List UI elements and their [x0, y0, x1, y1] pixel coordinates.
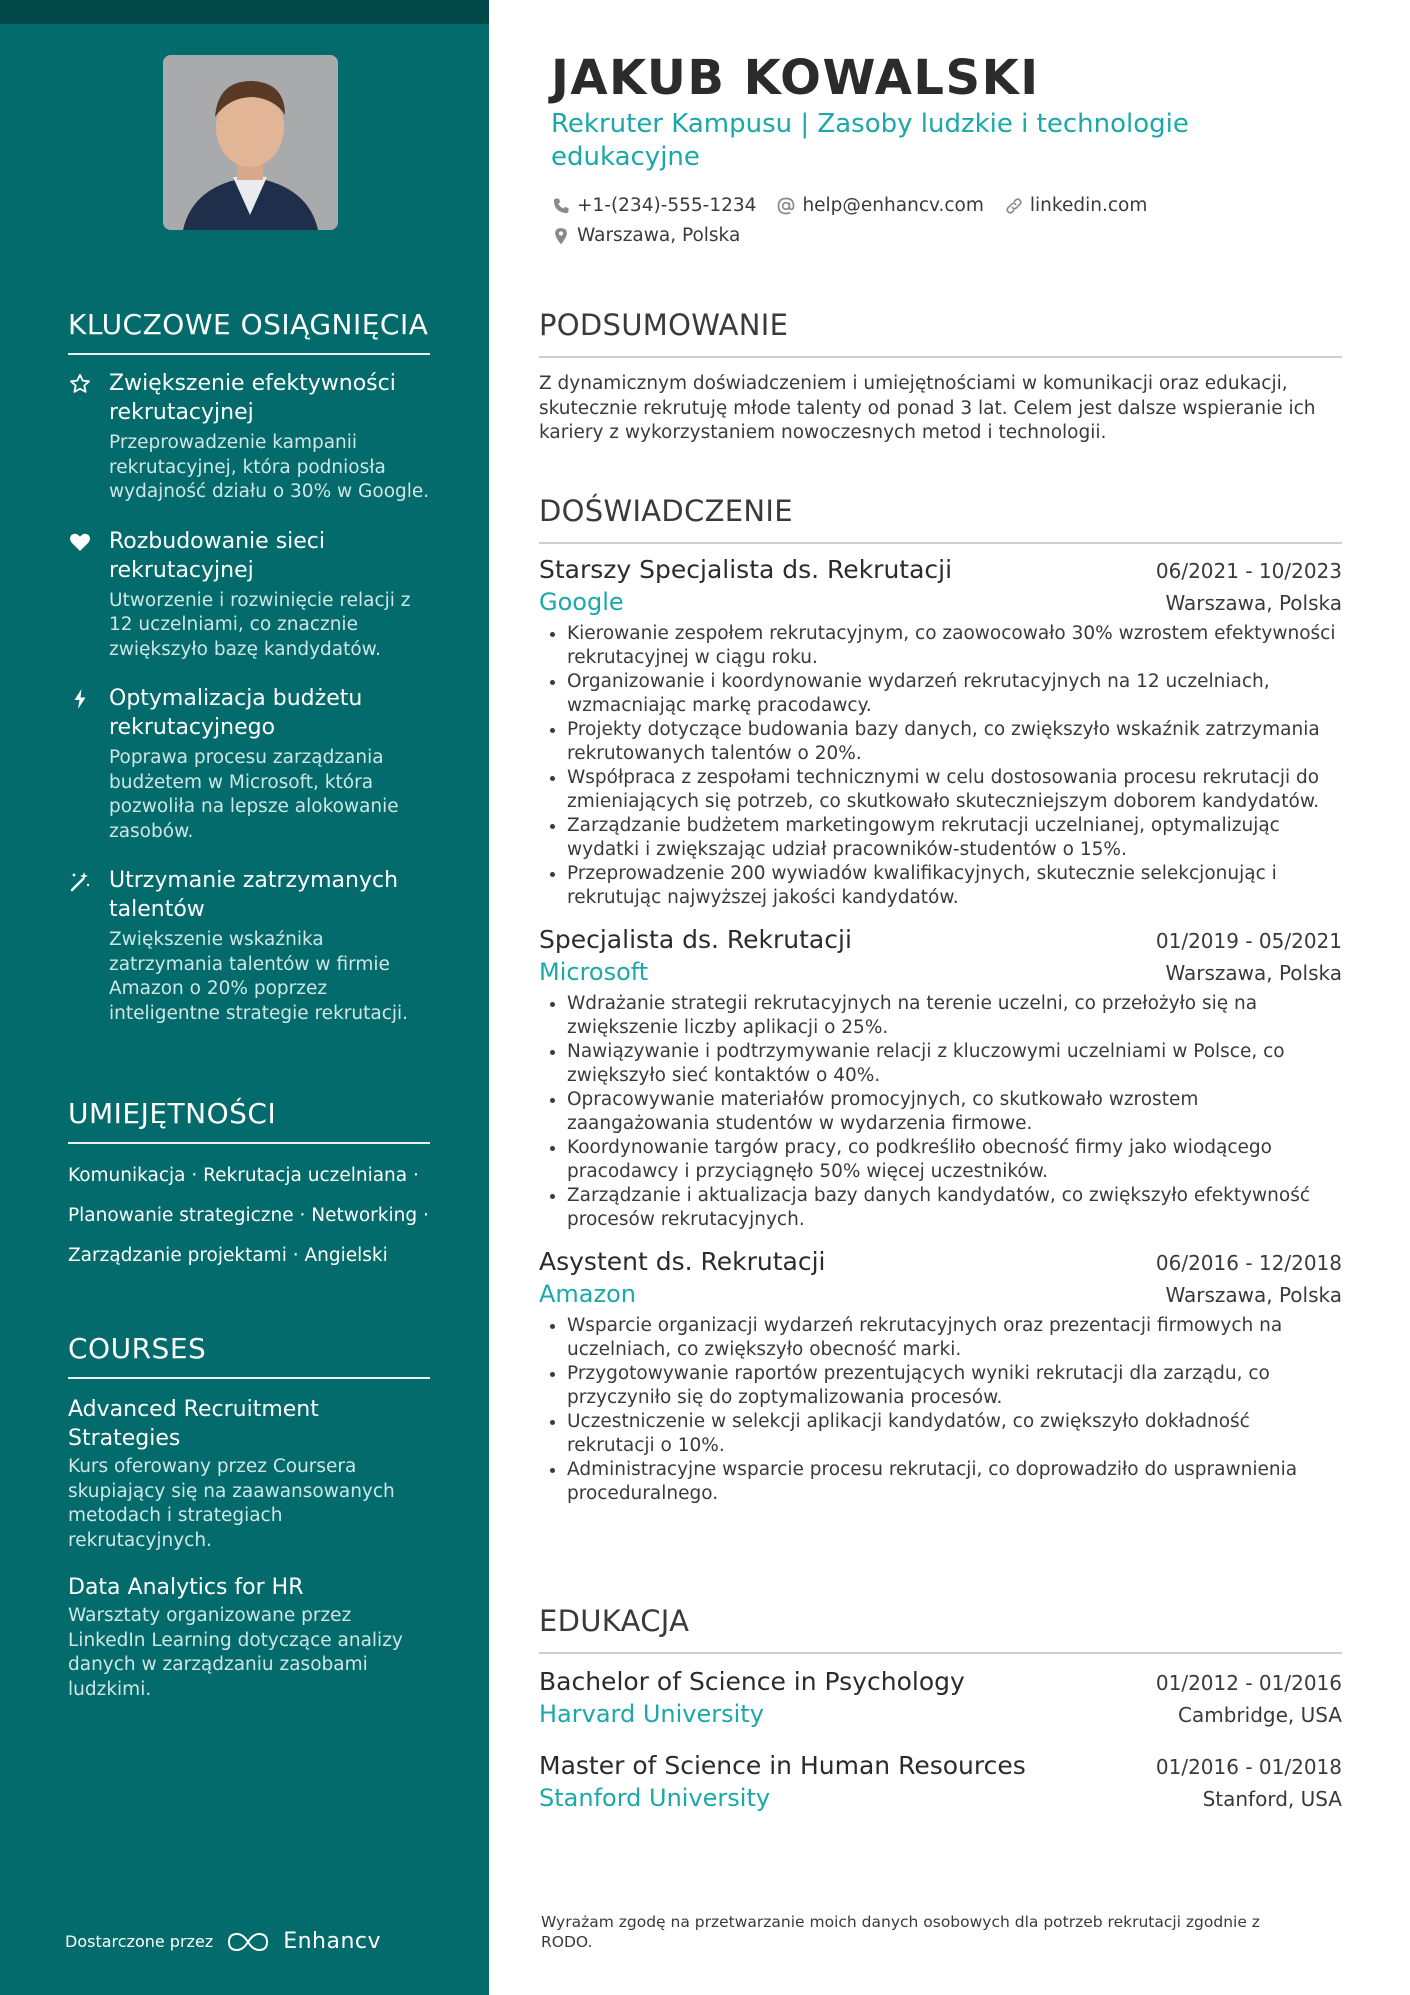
job-location: Warszawa, Polska — [1165, 591, 1342, 615]
achievement-description: Zwiększenie wskaźnika zatrzymania talentów w firmie Amazon o 20% poprzez inteligentne strategie rekrutacji. — [109, 929, 409, 1024]
achievement-item — [68, 527, 430, 663]
job-title: Specjalista ds. Rekrutacji — [539, 925, 852, 954]
achievement-description: Przeprowadzenie kampanii rekrutacyjnej, która podniosła wydajność działu o 30% w Google. — [109, 432, 430, 502]
job-bullet: • Projekty dotyczące budowania bazy danych, co zwiększyło wskaźnik zatrzymania rekrutowanych talentów o 20%. — [567, 718, 1342, 766]
course-description: Warsztaty organizowane przez LinkedIn Learning dotyczące analizy danych w zarządzaniu zasobami ludzkimi. — [68, 1605, 403, 1700]
job-bullets — [539, 992, 1342, 1232]
job-title: Starszy Specjalista ds. Rekrutacji — [539, 555, 953, 584]
school-name: Harvard University — [539, 1700, 764, 1728]
summary-text: Z dynamicznym doświadczeniem i umiejętnościami w komunikacji oraz edukacji, skutecznie rekrutuję młode talenty od ponad 3 lat. Celem jest dalsze wspieranie ich kariery z wykorzystaniem nowoczesnych metod i technologii. — [539, 373, 1316, 443]
education-date: 01/2016 - 01/2018 — [1155, 1755, 1342, 1779]
achievements-heading: KLUCZOWE OSIĄGNIĘCIA — [68, 308, 430, 355]
achievement-item — [68, 684, 430, 844]
job-bullet: • Koordynowanie targów pracy, co podkreśliło obecność firmy jako wiodącego pracodawcy i przyciągnęło 50% więcej uczestników. — [567, 1136, 1342, 1184]
job-bullet: • Współpraca z zespołami technicznymi w celu dostosowania procesu rekrutacji do zmieniających się potrzeb, co skutkowało skuteczniejszym doborem kandydatów. — [567, 766, 1342, 814]
contact-location — [551, 225, 740, 246]
education-section — [539, 1604, 1342, 1814]
enhancv-logo-icon — [225, 1930, 271, 1954]
powered-by — [65, 1929, 381, 1954]
job-entry — [539, 554, 1342, 910]
job-bullet: • Uczestniczenie w selekcji aplikacji kandydatów, co zwiększyło dokładność rekrutacji o 10%. — [567, 1410, 1342, 1458]
skills-line: Zarządzanie projektami · Angielski — [68, 1245, 388, 1266]
profile-photo — [163, 55, 338, 230]
job-bullet: • Organizowanie i koordynowanie wydarzeń rekrutacyjnych na 12 uczelniach, wzmacniając markę pracodawcy. — [567, 670, 1342, 718]
education-date: 01/2012 - 01/2016 — [1155, 1671, 1342, 1695]
skills-section — [68, 1097, 430, 1268]
contact-phone — [551, 195, 756, 216]
job-bullet: • Opracowywanie materiałów promocyjnych, co skutkowało wzrostem zaangażowania studentów w wydarzenia firmowe. — [567, 1088, 1342, 1136]
heart-icon — [68, 530, 92, 554]
course-title: Advanced Recruitment Strategies — [68, 1397, 319, 1451]
job-bullet: • Nawiązywanie i podtrzymywanie relacji z kluczowymi uczelniami w Polsce, co zwiększyło sieć kontaktów o 40%. — [567, 1040, 1342, 1088]
email-text[interactable]: help@enhancv.com — [802, 195, 984, 216]
candidate-name: JAKUB KOWALSKI — [551, 50, 1040, 106]
degree-title: Bachelor of Science in Psychology — [539, 1667, 965, 1696]
course-description: Kurs oferowany przez Coursera skupiający się na zaawansowanych metodach i strategiach rekrutacyjnych. — [68, 1456, 395, 1551]
achievement-title: Optymalizacja budżetu rekrutacyjnego — [109, 686, 363, 740]
achievement-description: Poprawa procesu zarządzania budżetem w Microsoft, która pozwoliła na lepsze alokowanie zasobów. — [109, 747, 399, 842]
job-bullet: • Przygotowywanie raportów prezentujących wyniki rekrutacji dla zarządu, co przyczyniło się do zoptymalizowania procesów. — [567, 1362, 1342, 1410]
achievement-item — [68, 866, 430, 1026]
skills-heading: UMIEJĘTNOŚCI — [68, 1097, 430, 1144]
degree-title: Master of Science in Human Resources — [539, 1751, 1026, 1780]
summary-heading: PODSUMOWANIE — [539, 308, 1342, 358]
achievement-description: Utworzenie i rozwinięcie relacji z 12 uczelniami, co znacznie zwiększyło bazę kandydatów. — [109, 589, 411, 660]
job-entry — [539, 1246, 1342, 1506]
education-location: Cambridge, USA — [1178, 1703, 1342, 1727]
courses-heading: COURSES — [68, 1332, 430, 1379]
education-entry — [539, 1750, 1342, 1814]
job-bullet: • Kierowanie zespołem rekrutacyjnym, co zaowocowało 30% wzrostem efektywności rekrutacyjnej w ciągu roku. — [567, 622, 1342, 670]
experience-heading: DOŚWIADCZENIE — [539, 494, 1342, 544]
job-bullets — [539, 1314, 1342, 1506]
gdpr-consent: Wyrażam zgodę na przetwarzanie moich danych osobowych dla potrzeb rekrutacji zgodnie z RODO. — [541, 1913, 1260, 1951]
job-location: Warszawa, Polska — [1165, 1283, 1342, 1307]
job-date: 06/2021 - 10/2023 — [1155, 559, 1342, 583]
course-title: Data Analytics for HR — [68, 1575, 304, 1600]
enhancv-brand: Enhancv — [283, 1929, 382, 1954]
magic-wand-icon — [68, 869, 92, 893]
phone-text: +1-(234)-555-1234 — [577, 195, 757, 216]
achievements-section — [68, 308, 430, 1026]
contact-row — [551, 195, 1147, 216]
contact-row — [551, 225, 740, 246]
job-date: 06/2016 - 12/2018 — [1155, 1251, 1342, 1275]
candidate-title: Rekruter Kampusu | Zasoby ludzkie i technologie edukacyjne — [551, 109, 1189, 172]
summary-section — [539, 308, 1342, 446]
skills-line: Komunikacja · Rekrutacja uczelniana · — [68, 1165, 419, 1186]
job-bullet: • Zarządzanie i aktualizacja bazy danych kandydatów, co zwiększyło efektywność procesów rekrutacyjnych. — [567, 1184, 1342, 1232]
achievement-item — [68, 369, 430, 505]
education-heading: EDUKACJA — [539, 1604, 1342, 1654]
phone-icon — [551, 196, 571, 216]
sidebar — [0, 0, 489, 1995]
linkedin-text[interactable]: linkedin.com — [1029, 195, 1148, 216]
education-entry — [539, 1666, 1342, 1730]
location-text: Warszawa, Polska — [577, 225, 741, 246]
job-location: Warszawa, Polska — [1165, 961, 1342, 985]
company-name: Google — [539, 588, 624, 616]
achievement-title: Rozbudowanie sieci rekrutacyjnej — [109, 528, 326, 583]
job-bullet: • Administracyjne wsparcie procesu rekrutacji, co doprowadziło do usprawnienia proceduralnego. — [567, 1458, 1342, 1506]
job-bullets — [539, 622, 1342, 910]
education-location: Stanford, USA — [1202, 1787, 1342, 1811]
link-icon — [1004, 196, 1024, 216]
job-bullet: • Przeprowadzenie 200 wywiadów kwalifikacyjnych, skutecznie selekcjonując i rekrutując najwyższej jakości kandydatów. — [567, 862, 1342, 910]
achievement-title: Zwiększenie efektywności rekrutacyjnej — [109, 371, 396, 425]
company-name: Amazon — [539, 1280, 636, 1308]
company-name: Microsoft — [539, 958, 649, 986]
experience-section — [539, 494, 1342, 1506]
at-sign-icon — [776, 196, 796, 216]
job-title: Asystent ds. Rekrutacji — [539, 1247, 826, 1276]
sidebar-top-bar — [0, 0, 489, 24]
job-bullet: • Zarządzanie budżetem marketingowym rekrutacji uczelnianej, optymalizując wydatki i zwiększając udział pracowników-studentów o 15%. — [567, 814, 1342, 862]
job-entry — [539, 924, 1342, 1232]
lightning-icon — [68, 687, 92, 711]
location-pin-icon — [551, 226, 571, 246]
contact-linkedin[interactable] — [1004, 195, 1147, 216]
job-date: 01/2019 - 05/2021 — [1155, 929, 1342, 953]
job-bullet: • Wdrażanie strategii rekrutacyjnych na terenie uczelni, co przełożyło się na zwiększenie liczby aplikacji o 25%. — [567, 992, 1342, 1040]
courses-section — [68, 1332, 430, 1702]
school-name: Stanford University — [539, 1784, 771, 1812]
star-icon — [68, 372, 92, 396]
skills-line: Planowanie strategiczne · Networking · — [68, 1205, 429, 1226]
contact-email[interactable] — [776, 195, 983, 216]
powered-by-label: Dostarczone przez — [65, 1932, 214, 1951]
achievement-title: Utrzymanie zatrzymanych talentów — [109, 868, 399, 922]
job-bullet: • Wsparcie organizacji wydarzeń rekrutacyjnych oraz prezentacji firmowych na uczelniach, co zwiększyło obecność marki. — [567, 1314, 1342, 1362]
